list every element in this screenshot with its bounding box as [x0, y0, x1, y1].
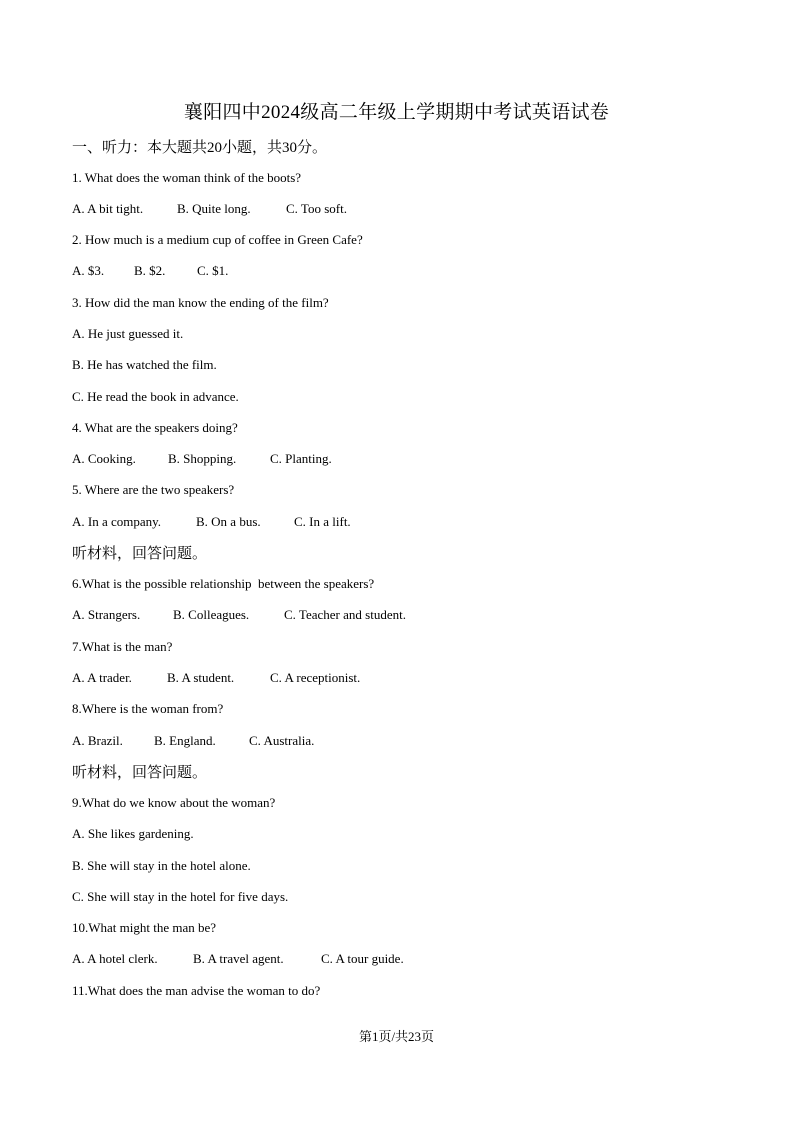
section-heading-listening: 一、听力：本大题共20小题，共30分。 — [72, 140, 328, 156]
question-1-option-b: B. Quite long. — [177, 201, 251, 216]
question-10-stem: 10.What might the man be? — [72, 920, 217, 935]
question-5-option-b: B. On a bus. — [196, 514, 261, 529]
question-5-option-a: A. In a company. — [72, 514, 162, 529]
question-11-stem: 11.What does the man advise the woman to do? — [72, 983, 321, 998]
question-1-option-c: C. Too soft. — [286, 201, 347, 216]
question-3-option-b: B. He has watched the film. — [72, 357, 217, 372]
question-7-options — [72, 670, 360, 686]
question-7-option-b: B. A student. — [167, 670, 235, 685]
question-1-stem: 1. What does the woman think of the boots? — [72, 170, 302, 185]
question-5-stem: 5. Where are the two speakers? — [72, 482, 235, 497]
question-2-option-a: A. $3. — [72, 263, 105, 278]
question-4-options — [72, 451, 332, 467]
question-2-option-c: C. $1. — [197, 263, 229, 278]
question-3-option-a: A. He just guessed it. — [72, 326, 184, 341]
question-4-option-c: C. Planting. — [270, 451, 332, 466]
question-10-option-b: B. A travel agent. — [193, 951, 284, 966]
question-9-option-a: A. She likes gardening. — [72, 826, 194, 841]
question-8-option-a: A. Brazil. — [72, 733, 123, 748]
question-9-option-b: B. She will stay in the hotel alone. — [72, 858, 251, 873]
question-7-option-c: C. A receptionist. — [270, 670, 361, 685]
question-5-options — [72, 514, 351, 530]
question-8-option-c: C. Australia. — [249, 733, 315, 748]
question-9-stem: 9.What do we know about the woman? — [72, 795, 276, 810]
question-2-stem: 2. How much is a medium cup of coffee in Green Cafe? — [72, 232, 363, 247]
question-7-stem: 7.What is the man? — [72, 639, 173, 654]
sub-heading-listen-answer-2: 听材料，回答问题。 — [72, 765, 208, 781]
question-1-option-a: A. A bit tight. — [72, 201, 144, 216]
question-2-options — [72, 263, 228, 279]
question-8-options — [72, 733, 314, 749]
question-6-option-b: B. Colleagues. — [173, 607, 250, 622]
question-6-option-a: A. Strangers. — [72, 607, 141, 622]
page-footer: 第1页/共23页 — [358, 1029, 435, 1044]
question-5-option-c: C. In a lift. — [294, 514, 351, 529]
question-3-stem: 3. How did the man know the ending of the film? — [72, 295, 329, 310]
question-2-option-b: B. $2. — [134, 263, 166, 278]
sub-heading-listen-answer-1: 听材料，回答问题。 — [72, 546, 208, 562]
question-3-option-c: C. He read the book in advance. — [72, 389, 239, 404]
question-1-options — [72, 201, 347, 217]
exam-title: 襄阳四中2024级高二年级上学期期中考试英语试卷 — [183, 102, 610, 123]
question-6-options — [72, 607, 406, 623]
question-8-stem: 8.Where is the woman from? — [72, 701, 224, 716]
question-10-option-a: A. A hotel clerk. — [72, 951, 158, 966]
question-4-stem: 4. What are the speakers doing? — [72, 420, 238, 435]
question-9-option-c: C. She will stay in the hotel for five days. — [72, 889, 289, 904]
question-10-option-c: C. A tour guide. — [321, 951, 404, 966]
question-6-option-c: C. Teacher and student. — [284, 607, 406, 622]
question-8-option-b: B. England. — [154, 733, 216, 748]
question-4-option-a: A. Cooking. — [72, 451, 136, 466]
question-7-option-a: A. A trader. — [72, 670, 132, 685]
question-4-option-b: B. Shopping. — [168, 451, 237, 466]
question-10-options — [72, 951, 404, 967]
question-6-stem: 6.What is the possible relationship between the speakers? — [72, 576, 375, 591]
